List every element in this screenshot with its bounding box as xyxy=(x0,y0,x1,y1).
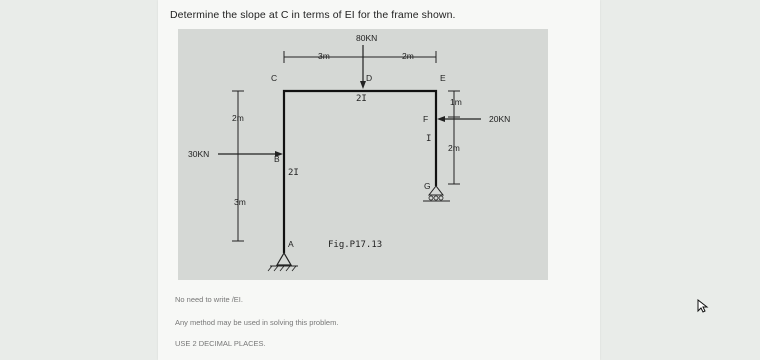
frame-diagram xyxy=(178,29,548,280)
load-20kn-label: 20KN xyxy=(489,114,511,124)
dim-3m-left: 3m xyxy=(234,197,246,207)
note-decimal-places: USE 2 DECIMAL PLACES. xyxy=(175,339,266,348)
dim-2m-left: 2m xyxy=(232,113,244,123)
note-no-ei: No need to write /EI. xyxy=(175,295,243,304)
dim-1m-right: 1m xyxy=(450,97,462,107)
label-i: I xyxy=(426,134,432,144)
dim-2m-top: 2m xyxy=(402,51,414,61)
figure-caption: Fig.P17.13 xyxy=(328,240,383,250)
mouse-cursor-icon xyxy=(697,299,711,313)
load-30kn-label: 30KN xyxy=(188,149,210,159)
dim-2m-right: 2m xyxy=(448,143,460,153)
label-e: E xyxy=(440,73,446,83)
label-d: D xyxy=(366,73,373,83)
label-c: C xyxy=(271,73,278,83)
label-a: A xyxy=(288,239,294,249)
question-text: Determine the slope at C in terms of EI for the frame shown. xyxy=(170,9,456,21)
label-f: F xyxy=(423,114,429,124)
dim-3m-top: 3m xyxy=(318,51,330,61)
label-g: G xyxy=(424,181,431,191)
column-stiffness-label: 2I xyxy=(288,168,299,178)
load-80kn-label: 80KN xyxy=(356,33,378,43)
frame-figure xyxy=(178,29,548,280)
note-any-method: Any method may be used in solving this problem. xyxy=(175,318,339,327)
beam-stiffness-label: 2I xyxy=(356,94,367,104)
label-b: B xyxy=(274,154,280,164)
